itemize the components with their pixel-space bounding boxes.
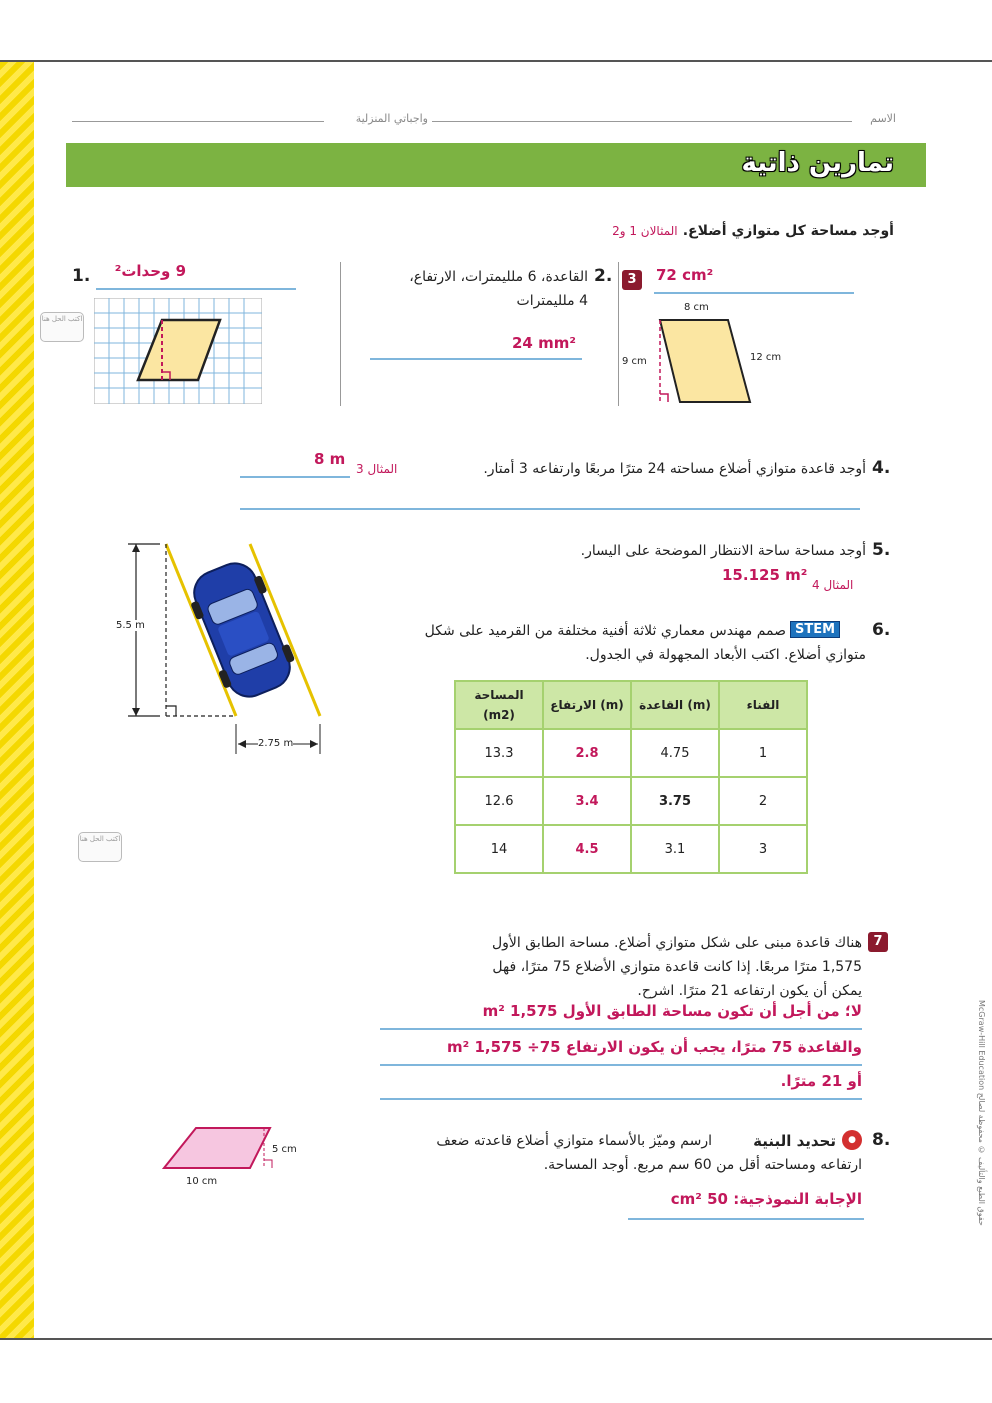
q7-number-badge: 7: [868, 932, 888, 952]
q5-text: أوجد مساحة ساحة الانتظار الموضحة على اليسار.: [580, 543, 866, 559]
cell-base: 4.75: [631, 729, 719, 777]
q5-ref: المثال 4: [812, 578, 854, 592]
cell-height: 2.8: [543, 729, 631, 777]
q2-number: 2.: [594, 266, 613, 286]
col-header-area: المساحة (m2): [455, 681, 543, 729]
stem-badge: STEM: [790, 621, 840, 638]
q7-answer-line2: والقاعدة 75 مترًا، يجب أن يكون الارتفاع 75÷ 1,575 m²: [447, 1038, 862, 1056]
q4-answer: 8 m: [314, 450, 346, 468]
q1-number: 1.: [72, 266, 91, 286]
q8-height-label: 5 cm: [272, 1144, 297, 1155]
q5-number: 5.: [872, 540, 891, 560]
q4-number: 4.: [872, 458, 891, 478]
q7-text-line3: يمكن أن يكون ارتفاعه 21 مترًا. اشرح.: [637, 983, 862, 999]
q4-answer-line-2: [240, 508, 860, 510]
q7-answer-rule-2: [380, 1064, 862, 1066]
q3-label-left: 9 cm: [622, 356, 647, 367]
homework-label: واجباتي المنزلية: [355, 112, 428, 125]
q4-text: أوجد قاعدة متوازي أضلاع مساحته 24 مترًا مربعًا وارتفاعه 3 أمتار.: [483, 461, 866, 477]
q2-answer-line: [370, 358, 582, 360]
q7-answer-line3: أو 21 مترًا.: [780, 1072, 862, 1090]
cell-height: 3.4: [543, 777, 631, 825]
cell-area: 13.3: [455, 729, 543, 777]
q8-answer: الإجابة النموذجية: 50 cm²: [670, 1190, 862, 1208]
cell-area: 12.6: [455, 777, 543, 825]
table-header-row: [455, 681, 807, 729]
q4-ref: المثال 3: [356, 462, 398, 476]
table-row: [455, 777, 807, 825]
q5-height-label: 5.5 m: [116, 620, 145, 631]
instruction-ref: المثالان 1 و2: [612, 224, 678, 238]
side-copyright: McGraw-Hill Education حقوق الطبع والتأليف © محفوظة لصالح: [977, 1000, 986, 1226]
cell-patio: 1: [719, 729, 807, 777]
q2-answer: 24 mm²: [512, 334, 576, 352]
col-header-base: القاعدة (m): [631, 681, 719, 729]
q7-text-line1: هناك قاعدة مبنى على شكل متوازي أضلاع. مساحة الطابق الأول: [492, 935, 862, 951]
name-label: الاسم: [870, 112, 896, 125]
q8-badge-icon: ●: [842, 1130, 862, 1150]
q3-number-badge: 3: [622, 270, 642, 290]
separator-1: [340, 262, 341, 406]
q6-number: 6.: [872, 620, 891, 640]
cell-height: 4.5: [543, 825, 631, 873]
q3-label-top: 8 cm: [684, 302, 709, 313]
q6-text-line1: صمم مهندس معماري ثلاثة أفنية مختلفة من القرميد على شكل: [424, 623, 786, 639]
q5-parking-figure: [110, 530, 340, 770]
note-icon-2: اكتب الحل هنا: [78, 832, 122, 862]
col-header-height: الارتفاع (m): [543, 681, 631, 729]
yellow-side-strip: [0, 62, 34, 1338]
cell-patio: 3: [719, 825, 807, 873]
cell-patio: 2: [719, 777, 807, 825]
q5-base-label: 2.75 m: [258, 738, 294, 749]
q5-answer: 15.125 m²: [722, 566, 808, 584]
section-instruction: [574, 220, 894, 239]
q8-base-label: 10 cm: [186, 1176, 218, 1187]
q6-text-line2: متوازي أضلاع. اكتب الأبعاد المجهولة في الجدول.: [585, 647, 866, 663]
table-row: [455, 729, 807, 777]
q2-text-line2: 4 ملليمترات: [516, 293, 588, 309]
q6-dimensions-table: [454, 680, 808, 874]
q7-text-line2: 1,575 مترًا مربعًا. إذا كانت قاعدة متوازي الأضلاع 75 مترًا، فهل: [492, 959, 862, 975]
cell-base: 3.1: [631, 825, 719, 873]
q1-answer-line: [96, 288, 296, 290]
note-icon-1: اكتب الحل هنا: [40, 312, 84, 342]
table-row: [455, 825, 807, 873]
q7-answer-line1: لا؛ من أجل أن تكون مساحة الطابق الأول 1,575 m²: [482, 1002, 862, 1020]
separator-2: [618, 262, 619, 406]
q3-label-right: 12 cm: [750, 352, 782, 363]
q3-answer: 72 cm²: [656, 266, 714, 284]
banner-title: تمارين ذاتية: [741, 148, 894, 178]
q8-text-line2: ارتفاعه ومساحته أقل من 60 سم مربع. أوجد المساحة.: [543, 1157, 862, 1173]
q8-parallelogram-figure: [160, 1124, 310, 1190]
q8-text-line1: ارسم وميّز بالأسماء متوازي أضلاع قاعدته ضعف: [436, 1133, 712, 1149]
cell-base: 3.75: [631, 777, 719, 825]
q2-text-line1: القاعدة، 6 ملليمترات، الارتفاع،: [409, 269, 588, 285]
q4-answer-line-1: [240, 476, 350, 478]
homework-line: [72, 121, 324, 122]
q7-answer-rule-3: [380, 1098, 862, 1100]
q3-answer-line: [654, 292, 854, 294]
cell-area: 14: [455, 825, 543, 873]
q8-answer-rule: [628, 1218, 864, 1220]
col-header-patio: الفناء: [719, 681, 807, 729]
name-line: [432, 121, 852, 122]
instruction-text: أوجد مساحة كل متوازي أضلاع.: [682, 223, 894, 239]
q8-number: 8.: [872, 1130, 891, 1150]
q7-answer-rule-1: [380, 1028, 862, 1030]
q1-grid-figure: [94, 298, 262, 404]
q1-answer: 9 وحدات²: [114, 262, 186, 280]
q8-title: تحديد البنية: [753, 1132, 836, 1150]
